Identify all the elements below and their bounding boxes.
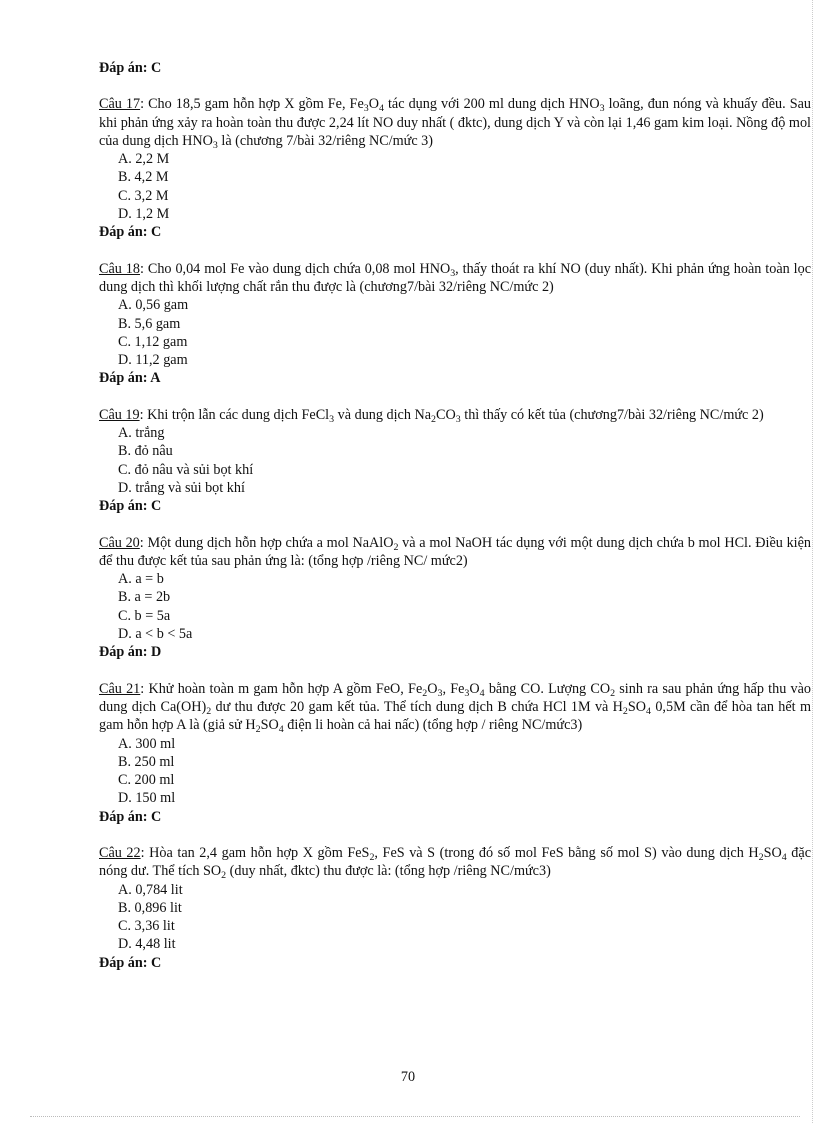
option-item: D. 150 ml <box>118 790 176 807</box>
option-item: B. 5,6 gam <box>118 315 181 332</box>
question-block <box>99 680 811 826</box>
answer-value: C <box>151 954 162 971</box>
option-item: A. trắng <box>118 425 165 442</box>
option-item: A. 2,2 M <box>118 151 170 168</box>
question-list <box>99 95 811 972</box>
option-list <box>99 881 811 954</box>
question-text: Câu 22: Hòa tan 2,4 gam hỗn hợp X gồm FeS$_2$, FeS và S (trong đó số mol FeS bằng số mol S) vào dung dịch $H_2SO_4$ đặc nóng dư. Thể tích $SO_2$ (duy nhất, đktc) thu được là: (tổng hợp /riêng NC/mức3) <box>99 844 811 882</box>
page-number: 70 <box>400 1069 416 1085</box>
option-item: A. 300 ml <box>118 735 176 752</box>
option-item: C. 3,2 M <box>118 187 169 204</box>
question-block <box>99 260 811 388</box>
page-bottom-border <box>30 1116 800 1117</box>
answer-line-previous <box>99 59 811 77</box>
question-block <box>99 534 811 662</box>
option-item: C. đỏ nâu và sủi bọt khí <box>118 461 254 478</box>
answer-label: Đáp án: <box>99 224 148 241</box>
option-item: B. đỏ nâu <box>118 443 173 460</box>
question-block <box>99 844 811 972</box>
option-item: D. 11,2 gam <box>118 352 188 369</box>
answer-line <box>99 497 811 515</box>
answer-value: C <box>151 60 162 76</box>
answer-label: Đáp án: <box>99 808 148 825</box>
question-body: Hòa tan 2,4 gam hỗn hợp X gồm FeS$_2$, FeS và S (trong đó số mol FeS bằng số mol S) vào dung dịch $H_2SO_4$ đặc nóng dư. Thể tích $SO_2$ (duy nhất, đktc) thu được là: (tổng hợp /riêng NC/mức3) <box>99 844 811 882</box>
answer-label: Đáp án: <box>99 60 148 76</box>
option-item: C. 200 ml <box>118 772 175 789</box>
option-list <box>99 296 811 369</box>
answer-line <box>99 808 811 826</box>
question-block <box>99 406 811 516</box>
question-label: Câu 19 <box>99 406 140 423</box>
answer-label: Đáp án: <box>99 954 148 971</box>
option-item: D. a < b < 5a <box>118 626 193 643</box>
answer-line <box>99 369 811 387</box>
option-list <box>99 150 811 223</box>
answer-value: D <box>151 644 162 661</box>
question-label: Câu 21 <box>99 680 141 697</box>
question-body: Cho 18,5 gam hỗn hợp X gồm Fe, $Fe_3O_4$ tác dụng với 200 ml dung dịch $HNO_3$ loãng, đun nóng và khuấy đều. Sau khi phản ứng xảy ra hoàn toàn thu được 2,24 lít NO duy nhất ( đktc), dung dịch Y và còn lại 1,46 gam kim loại. Nồng độ mol của dung dịch $HNO_3$ là (chương 7/bài 32/riêng NC/mức 3) <box>99 96 811 151</box>
option-item: C. b = 5a <box>118 607 171 624</box>
answer-label: Đáp án: <box>99 370 148 387</box>
question-body: Khử hoàn toàn m gam hỗn hợp A gồm FeO, $Fe_2O_3$, $Fe_3O_4$ bằng CO. Lượng $CO_2$ sinh ra sau phản ứng hấp thu vào dung dịch $Ca(OH)_2$ dư thu được 20 gam kết tủa. Thể tích dung dịch B chứa HCl 1M và $H_2SO_4$ 0,5M cần để hòa tan hết m gam hỗn hợp A là (giả sử $H_2SO_4$ điện li hoàn cả hai nấc) (tổng hợp / riêng NC/mức3) <box>99 680 812 736</box>
question-label: Câu 22 <box>99 844 141 861</box>
option-item: B. 250 ml <box>118 753 175 770</box>
option-item: D. trắng và sủi bọt khí <box>118 479 245 496</box>
option-item: C. 3,36 lit <box>118 918 175 935</box>
question-label: Câu 20 <box>99 534 140 551</box>
option-item: C. 1,12 gam <box>118 333 188 350</box>
question-text: Câu 19: Khi trộn lẫn các dung dịch FeCl$_3$ và dung dịch $Na_2CO_3$ thì thấy có kết tủa (chương7/bài 32/riêng NC/mức 2) <box>99 406 764 425</box>
answer-value: C <box>151 224 162 241</box>
answer-label: Đáp án: <box>99 644 148 661</box>
question-block <box>99 95 811 241</box>
answer-value: C <box>151 808 162 825</box>
question-text: Câu 20: Một dung dịch hỗn hợp chứa a mol NaAlO$_2$ và a mol NaOH tác dụng với một dung dịch chứa b mol HCl. Điều kiện để thu được kết tủa sau phản ứng là: (tổng hợp /riêng NC/ mức2) <box>99 534 811 569</box>
option-list <box>99 570 811 643</box>
option-item: D. 1,2 M <box>118 206 170 223</box>
option-list <box>99 424 811 497</box>
option-item: A. 0,56 gam <box>118 297 189 314</box>
question-text: Câu 17: Cho 18,5 gam hỗn hợp X gồm Fe, $Fe_3O_4$ tác dụng với 200 ml dung dịch $HNO_3$ loãng, đun nóng và khuấy đều. Sau khi phản ứng xảy ra hoàn toàn thu được 2,24 lít NO duy nhất ( đktc), dung dịch Y và còn lại 1,46 gam kim loại. Nồng độ mol của dung dịch $HNO_3$ là (chương 7/bài 32/riêng NC/mức 3) <box>99 96 811 151</box>
option-item: A. a = b <box>118 571 164 588</box>
answer-label: Đáp án: <box>99 498 148 515</box>
question-body: Cho 0,04 mol Fe vào dung dịch chứa 0,08 mol $HNO_3$, thấy thoát ra khí NO (duy nhất). Khi phản ứng hoàn toàn lọc dung dịch thì khối lượng chất rắn thu được là (chương7/bài 32/riêng NC/mức 2) <box>99 260 811 295</box>
question-body: Một dung dịch hỗn hợp chứa a mol NaAlO$_2$ và a mol NaOH tác dụng với một dung dịch chứa b mol HCl. Điều kiện để thu được kết tủa sau phản ứng là: (tổng hợp /riêng NC/ mức2) <box>99 534 811 569</box>
answer-line <box>99 954 811 972</box>
option-item: B. 0,896 lit <box>118 899 182 916</box>
option-item: A. 0,784 lit <box>118 881 183 898</box>
question-label: Câu 18 <box>99 260 140 277</box>
question-text: Câu 21: Khử hoàn toàn m gam hỗn hợp A gồm FeO, $Fe_2O_3$, $Fe_3O_4$ bằng CO. Lượng $CO_2$ sinh ra sau phản ứng hấp thu vào dung dịch $Ca(OH)_2$ dư thu được 20 gam kết tủa. Thể tích dung dịch B chứa HCl 1M và $H_2SO_4$ 0,5M cần để hòa tan hết m gam hỗn hợp A là (giả sử $H_2SO_4$ điện li hoàn cả hai nấc) (tổng hợp / riêng NC/mức3) <box>99 680 812 736</box>
page-right-border <box>812 0 813 1123</box>
answer-value: A <box>150 370 161 387</box>
question-label: Câu 17 <box>99 96 141 113</box>
option-item: B. 4,2 M <box>118 169 169 186</box>
question-body: Khi trộn lẫn các dung dịch FeCl$_3$ và dung dịch $Na_2CO_3$ thì thấy có kết tủa (chương7/bài 32/riêng NC/mức 2) <box>147 406 764 425</box>
page-content <box>99 59 811 972</box>
option-item: B. a = 2b <box>118 589 171 606</box>
question-text: Câu 18: Cho 0,04 mol Fe vào dung dịch chứa 0,08 mol $HNO_3$, thấy thoát ra khí NO (duy nhất). Khi phản ứng hoàn toàn lọc dung dịch thì khối lượng chất rắn thu được là (chương7/bài 32/riêng NC/mức 2) <box>99 260 811 295</box>
answer-value: C <box>151 498 162 515</box>
answer-line <box>99 643 811 661</box>
option-list <box>99 735 811 808</box>
option-item: D. 4,48 lit <box>118 936 176 953</box>
answer-line <box>99 223 811 241</box>
